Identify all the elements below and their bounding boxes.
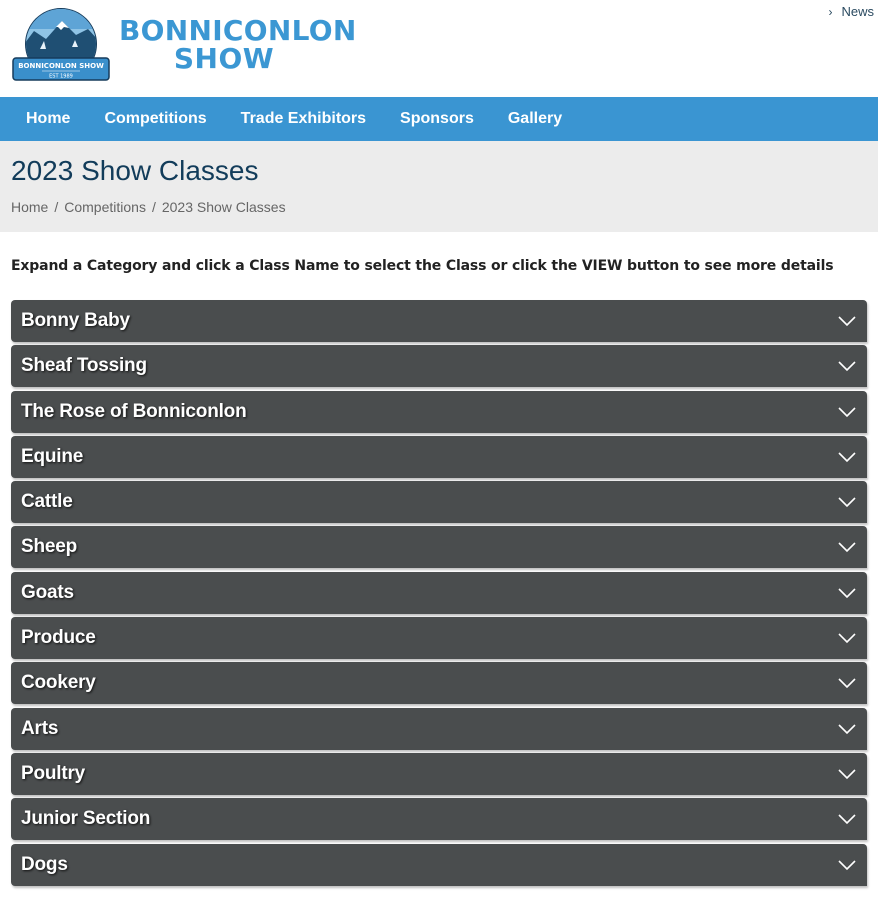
breadcrumb-home[interactable]: Home xyxy=(11,199,49,215)
nav-item-home[interactable]: Home xyxy=(26,110,71,127)
category-arts[interactable] xyxy=(11,708,867,750)
category-label: Sheep xyxy=(21,536,78,558)
category-poultry[interactable] xyxy=(11,753,867,795)
category-bonny-baby[interactable] xyxy=(11,300,867,342)
category-label: The Rose of Bonniconlon xyxy=(21,400,247,422)
breadcrumb-separator: / xyxy=(151,199,156,215)
category-label: Cattle xyxy=(21,491,73,513)
nav-item-sponsors[interactable]: Sponsors xyxy=(400,110,474,127)
logo-emblem xyxy=(12,7,110,81)
page-title: 2023 Show Classes xyxy=(11,155,259,186)
chevron-down-icon xyxy=(837,719,857,739)
category-label: Cookery xyxy=(21,672,96,694)
category-label: Produce xyxy=(21,627,96,649)
category-sheaf-tossing[interactable] xyxy=(11,345,867,387)
category-cattle[interactable] xyxy=(11,481,867,523)
chevron-down-icon xyxy=(837,311,857,331)
chevron-down-icon xyxy=(837,537,857,557)
category-label: Junior Section xyxy=(21,808,151,830)
category-produce[interactable] xyxy=(11,617,867,659)
nav-item-gallery[interactable]: Gallery xyxy=(507,110,563,127)
brand-wordmark xyxy=(119,14,357,75)
page-header xyxy=(0,141,878,232)
chevron-down-icon xyxy=(837,628,857,648)
chevron-down-icon xyxy=(837,356,857,376)
category-sheep[interactable] xyxy=(11,526,867,568)
chevron-down-icon xyxy=(837,447,857,467)
category-label: Equine xyxy=(21,445,84,467)
breadcrumb-separator: / xyxy=(54,199,59,215)
category-accordion xyxy=(11,300,867,889)
category-label: Sheaf Tossing xyxy=(21,355,147,377)
chevron-down-icon xyxy=(837,583,857,603)
chevron-down-icon xyxy=(837,673,857,693)
category-label: Arts xyxy=(21,717,59,739)
category-dogs[interactable] xyxy=(11,844,867,886)
breadcrumb xyxy=(11,199,286,215)
brand-line-1: BONNICONLON xyxy=(119,14,357,47)
nav-item-trade-exhibitors[interactable]: Trade Exhibitors xyxy=(240,110,367,127)
site-logo[interactable] xyxy=(12,7,110,81)
category-rose-of-bonniconlon[interactable] xyxy=(11,391,867,433)
chevron-down-icon xyxy=(837,764,857,784)
nav-item-competitions[interactable]: Competitions xyxy=(104,110,207,127)
top-link-label: News xyxy=(841,4,874,19)
chevron-down-icon xyxy=(837,809,857,829)
category-label: Dogs xyxy=(21,853,68,875)
chevron-down-icon xyxy=(837,855,857,875)
main-nav xyxy=(0,97,878,141)
site-header xyxy=(0,0,878,97)
category-goats[interactable] xyxy=(11,572,867,614)
intro-text: Expand a Category and click a Class Name to select the Class or click the VIEW button to see more details xyxy=(11,258,834,274)
svg-text:EST 1989: EST 1989 xyxy=(49,73,73,80)
category-label: Goats xyxy=(21,581,74,603)
chevron-down-icon xyxy=(837,492,857,512)
category-junior-section[interactable] xyxy=(11,798,867,840)
category-label: Bonny Baby xyxy=(21,310,130,331)
svg-text:BONNICONLON SHOW: BONNICONLON SHOW xyxy=(18,62,104,70)
breadcrumb-competitions[interactable]: Competitions xyxy=(64,199,146,215)
category-equine[interactable] xyxy=(11,436,867,478)
category-cookery[interactable] xyxy=(11,662,867,704)
chevron-right-icon: › xyxy=(828,4,833,19)
chevron-down-icon xyxy=(837,402,857,422)
breadcrumb-current: 2023 Show Classes xyxy=(161,199,286,215)
category-label: Poultry xyxy=(21,762,86,784)
brand-line-2: SHOW xyxy=(173,42,275,75)
top-link-news[interactable] xyxy=(828,4,874,19)
